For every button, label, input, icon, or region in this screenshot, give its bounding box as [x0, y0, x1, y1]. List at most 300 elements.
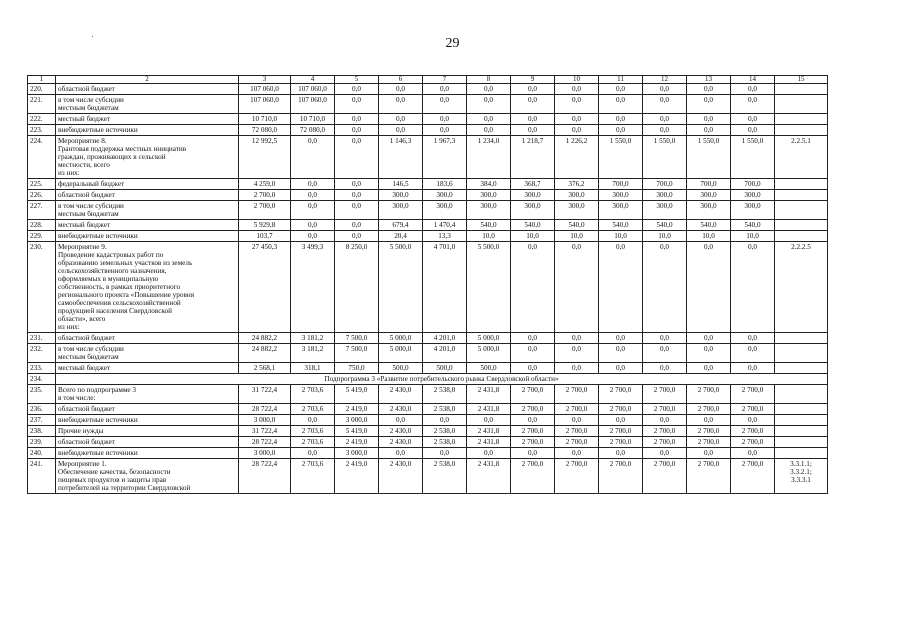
row-name: федеральный бюджет [56, 179, 239, 190]
value-cell: 2 430,0 [379, 404, 423, 415]
value-cell: 0,0 [687, 95, 731, 114]
value-cell: 5 000,0 [467, 333, 511, 344]
value-cell: 2 430,0 [379, 385, 423, 404]
scan-speck [92, 36, 93, 37]
value-cell: 0,0 [555, 242, 599, 333]
value-cell: 300,0 [687, 190, 731, 201]
value-cell: 3 000,0 [335, 448, 379, 459]
value-cell: 0,0 [687, 415, 731, 426]
column-header: 4 [291, 76, 335, 84]
value-cell: 300,0 [643, 201, 687, 220]
table-row [28, 136, 828, 179]
table-row [28, 374, 828, 385]
value-cell: 2 700,0 [731, 385, 775, 404]
value-cell: 2 700,0 [511, 404, 555, 415]
column-header: 11 [599, 76, 643, 84]
value-cell: 679,4 [379, 220, 423, 231]
value-cell: 0,0 [555, 125, 599, 136]
value-cell: 0,0 [291, 415, 335, 426]
column-header: 1 [28, 76, 56, 84]
value-cell: 0,0 [423, 448, 467, 459]
value-cell: 0,0 [643, 333, 687, 344]
row-name: областной бюджет [56, 437, 239, 448]
value-cell: 376,2 [555, 179, 599, 190]
value-cell: 500,0 [379, 363, 423, 374]
row-name: Мероприятие 1. Обеспечение качества, безопасности пищевых продуктов и защиты прав потребителей на территории Свердловской [56, 459, 239, 494]
target-reference [775, 114, 828, 125]
table-row [28, 426, 828, 437]
value-cell: 318,1 [291, 363, 335, 374]
value-cell: 0,0 [467, 415, 511, 426]
target-reference [775, 426, 828, 437]
value-cell: 103,7 [239, 231, 291, 242]
value-cell: 0,0 [731, 84, 775, 95]
value-cell: 0,0 [379, 415, 423, 426]
row-number: 226. [28, 190, 56, 201]
value-cell: 1 550,0 [599, 136, 643, 179]
value-cell: 4 201,0 [423, 344, 467, 363]
value-cell: 0,0 [555, 114, 599, 125]
row-number: 241. [28, 459, 56, 494]
value-cell: 0,0 [731, 114, 775, 125]
value-cell: 2 700,0 [643, 404, 687, 415]
row-number: 230. [28, 242, 56, 333]
column-header: 14 [731, 76, 775, 84]
value-cell: 2 703,6 [291, 459, 335, 494]
value-cell: 2 700,0 [599, 426, 643, 437]
value-cell: 2 700,0 [643, 426, 687, 437]
value-cell: 0,0 [291, 136, 335, 179]
value-cell: 2 700,0 [599, 385, 643, 404]
row-number: 222. [28, 114, 56, 125]
value-cell: 0,0 [731, 363, 775, 374]
value-cell: 300,0 [731, 190, 775, 201]
value-cell: 2 568,1 [239, 363, 291, 374]
value-cell: 540,0 [511, 220, 555, 231]
value-cell: 300,0 [599, 190, 643, 201]
value-cell: 2 700,0 [687, 404, 731, 415]
target-reference [775, 404, 828, 415]
column-header: 9 [511, 76, 555, 84]
value-cell: 700,0 [731, 179, 775, 190]
value-cell: 0,0 [687, 344, 731, 363]
value-cell: 1 550,0 [687, 136, 731, 179]
header-row [28, 76, 828, 84]
table-row [28, 437, 828, 448]
row-name: областной бюджет [56, 404, 239, 415]
value-cell: 0,0 [643, 114, 687, 125]
value-cell: 2 700,0 [511, 426, 555, 437]
value-cell: 0,0 [335, 190, 379, 201]
column-header: 12 [643, 76, 687, 84]
value-cell: 300,0 [379, 190, 423, 201]
value-cell: 0,0 [291, 231, 335, 242]
value-cell: 107 060,0 [291, 95, 335, 114]
value-cell: 1 226,2 [555, 136, 599, 179]
value-cell: 13,3 [423, 231, 467, 242]
value-cell: 10,0 [687, 231, 731, 242]
value-cell: 0,0 [731, 448, 775, 459]
table-row [28, 415, 828, 426]
value-cell: 2 700,0 [555, 459, 599, 494]
value-cell: 31 722,4 [239, 385, 291, 404]
table-row [28, 95, 828, 114]
value-cell: 384,0 [467, 179, 511, 190]
target-reference [775, 437, 828, 448]
value-cell: 2 700,0 [511, 437, 555, 448]
value-cell: 0,0 [599, 242, 643, 333]
row-name: областной бюджет [56, 333, 239, 344]
value-cell: 300,0 [467, 201, 511, 220]
value-cell: 28 722,4 [239, 459, 291, 494]
value-cell: 2 700,0 [599, 459, 643, 494]
value-cell: 540,0 [731, 220, 775, 231]
value-cell: 0,0 [511, 415, 555, 426]
row-name: областной бюджет [56, 190, 239, 201]
value-cell: 4 259,0 [239, 179, 291, 190]
value-cell: 2 700,0 [643, 385, 687, 404]
target-reference [775, 84, 828, 95]
column-header: 8 [467, 76, 511, 84]
value-cell: 540,0 [599, 220, 643, 231]
value-cell: 0,0 [467, 125, 511, 136]
value-cell: 2 431,8 [467, 437, 511, 448]
value-cell: 0,0 [291, 201, 335, 220]
value-cell: 0,0 [555, 415, 599, 426]
value-cell: 2 430,0 [379, 437, 423, 448]
value-cell: 0,0 [423, 95, 467, 114]
value-cell: 5 500,0 [379, 242, 423, 333]
table-row [28, 179, 828, 190]
table-row [28, 84, 828, 95]
target-reference [775, 385, 828, 404]
value-cell: 2 700,0 [555, 437, 599, 448]
value-cell: 2 700,0 [599, 404, 643, 415]
value-cell: 0,0 [291, 220, 335, 231]
value-cell: 72 080,0 [291, 125, 335, 136]
value-cell: 500,0 [423, 363, 467, 374]
value-cell: 7 500,0 [335, 344, 379, 363]
value-cell: 0,0 [335, 220, 379, 231]
value-cell: 0,0 [379, 448, 423, 459]
value-cell: 5 000,0 [379, 344, 423, 363]
value-cell: 0,0 [643, 448, 687, 459]
target-reference: 2.2.5.1 [775, 136, 828, 179]
value-cell: 300,0 [423, 190, 467, 201]
value-cell: 0,0 [599, 344, 643, 363]
value-cell: 0,0 [643, 95, 687, 114]
value-cell: 0,0 [511, 84, 555, 95]
value-cell: 107 060,0 [239, 84, 291, 95]
value-cell: 146,5 [379, 179, 423, 190]
value-cell: 10,0 [643, 231, 687, 242]
value-cell: 0,0 [335, 201, 379, 220]
value-cell: 0,0 [291, 179, 335, 190]
table-row [28, 448, 828, 459]
value-cell: 0,0 [555, 363, 599, 374]
value-cell: 2 700,0 [731, 426, 775, 437]
subprogram-title: Подпрограмма 3 «Развитие потребительского рынка Свердловской области» [56, 374, 828, 385]
value-cell: 300,0 [555, 190, 599, 201]
value-cell: 0,0 [731, 95, 775, 114]
value-cell: 2 700,0 [511, 459, 555, 494]
target-reference [775, 220, 828, 231]
value-cell: 300,0 [643, 190, 687, 201]
value-cell: 0,0 [555, 84, 599, 95]
value-cell: 0,0 [599, 84, 643, 95]
row-number: 234. [28, 374, 56, 385]
value-cell: 5 419,0 [335, 385, 379, 404]
row-number: 229. [28, 231, 56, 242]
value-cell: 27 450,3 [239, 242, 291, 333]
row-name: областной бюджет [56, 84, 239, 95]
column-header: 2 [56, 76, 239, 84]
value-cell: 2 700,0 [731, 404, 775, 415]
value-cell: 1 967,3 [423, 136, 467, 179]
value-cell: 1 470,4 [423, 220, 467, 231]
value-cell: 2 700,0 [599, 437, 643, 448]
column-header: 5 [335, 76, 379, 84]
value-cell: 0,0 [291, 190, 335, 201]
value-cell: 10,0 [555, 231, 599, 242]
value-cell: 0,0 [687, 363, 731, 374]
table-row [28, 344, 828, 363]
value-cell: 10 710,0 [239, 114, 291, 125]
row-number: 232. [28, 344, 56, 363]
table-row [28, 201, 828, 220]
value-cell: 540,0 [643, 220, 687, 231]
value-cell: 7 500,0 [335, 333, 379, 344]
row-name: внебюджетные источники [56, 448, 239, 459]
value-cell: 368,7 [511, 179, 555, 190]
value-cell: 3 181,2 [291, 333, 335, 344]
column-header: 3 [239, 76, 291, 84]
value-cell: 0,0 [423, 114, 467, 125]
table-row [28, 220, 828, 231]
value-cell: 10,0 [511, 231, 555, 242]
value-cell: 0,0 [511, 114, 555, 125]
value-cell: 0,0 [511, 95, 555, 114]
value-cell: 0,0 [731, 344, 775, 363]
value-cell: 0,0 [731, 125, 775, 136]
value-cell: 0,0 [423, 125, 467, 136]
budget-table [27, 75, 828, 494]
row-number: 227. [28, 201, 56, 220]
value-cell: 0,0 [467, 114, 511, 125]
value-cell: 0,0 [555, 448, 599, 459]
row-name: местный бюджет [56, 363, 239, 374]
value-cell: 0,0 [731, 415, 775, 426]
table-row [28, 333, 828, 344]
value-cell: 1 146,3 [379, 136, 423, 179]
value-cell: 5 000,0 [467, 344, 511, 363]
value-cell: 0,0 [643, 125, 687, 136]
value-cell: 700,0 [599, 179, 643, 190]
value-cell: 5 500,0 [467, 242, 511, 333]
row-name: внебюджетные источники [56, 231, 239, 242]
value-cell: 700,0 [643, 179, 687, 190]
value-cell: 3 000,0 [335, 415, 379, 426]
value-cell: 300,0 [379, 201, 423, 220]
value-cell: 2 700,0 [643, 459, 687, 494]
value-cell: 2 703,6 [291, 426, 335, 437]
value-cell: 300,0 [555, 201, 599, 220]
value-cell: 2 700,0 [555, 426, 599, 437]
target-reference [775, 95, 828, 114]
value-cell: 28 722,4 [239, 404, 291, 415]
target-reference [775, 190, 828, 201]
value-cell: 2 431,8 [467, 459, 511, 494]
row-name: в том числе субсидии местным бюджетам [56, 201, 239, 220]
value-cell: 0,0 [643, 84, 687, 95]
value-cell: 0,0 [599, 448, 643, 459]
value-cell: 3 000,0 [239, 448, 291, 459]
value-cell: 4 701,0 [423, 242, 467, 333]
value-cell: 0,0 [599, 333, 643, 344]
value-cell: 0,0 [335, 136, 379, 179]
value-cell: 2 700,0 [687, 426, 731, 437]
value-cell: 540,0 [555, 220, 599, 231]
value-cell: 107 060,0 [291, 84, 335, 95]
value-cell: 5 419,0 [335, 426, 379, 437]
value-cell: 10,0 [467, 231, 511, 242]
value-cell: 2 700,0 [555, 385, 599, 404]
value-cell: 2 700,0 [239, 201, 291, 220]
value-cell: 0,0 [467, 95, 511, 114]
value-cell: 300,0 [511, 201, 555, 220]
value-cell: 0,0 [687, 84, 731, 95]
value-cell: 300,0 [467, 190, 511, 201]
value-cell: 72 080,0 [239, 125, 291, 136]
value-cell: 300,0 [423, 201, 467, 220]
table-row [28, 385, 828, 404]
row-name: местный бюджет [56, 220, 239, 231]
row-number: 240. [28, 448, 56, 459]
value-cell: 2 538,0 [423, 459, 467, 494]
table-row [28, 190, 828, 201]
row-name: в том числе субсидии местным бюджетам [56, 95, 239, 114]
value-cell: 0,0 [555, 95, 599, 114]
value-cell: 0,0 [467, 84, 511, 95]
value-cell: 0,0 [511, 363, 555, 374]
value-cell: 0,0 [643, 242, 687, 333]
value-cell: 0,0 [379, 95, 423, 114]
value-cell: 2 431,8 [467, 426, 511, 437]
row-name: в том числе субсидии местным бюджетам [56, 344, 239, 363]
value-cell: 2 419,0 [335, 459, 379, 494]
value-cell: 2 700,0 [555, 404, 599, 415]
value-cell: 0,0 [291, 448, 335, 459]
column-header: 15 [775, 76, 828, 84]
value-cell: 0,0 [643, 415, 687, 426]
table-row [28, 404, 828, 415]
value-cell: 0,0 [335, 95, 379, 114]
column-header: 7 [423, 76, 467, 84]
table-row [28, 114, 828, 125]
value-cell: 8 250,0 [335, 242, 379, 333]
column-header: 13 [687, 76, 731, 84]
value-cell: 0,0 [511, 125, 555, 136]
column-header: 6 [379, 76, 423, 84]
value-cell: 0,0 [731, 333, 775, 344]
value-cell: 2 430,0 [379, 426, 423, 437]
table-row [28, 363, 828, 374]
value-cell: 0,0 [643, 344, 687, 363]
value-cell: 300,0 [599, 201, 643, 220]
value-cell: 0,0 [511, 333, 555, 344]
value-cell: 0,0 [599, 95, 643, 114]
value-cell: 10,0 [731, 231, 775, 242]
value-cell: 3 181,2 [291, 344, 335, 363]
target-reference: 2.2.2.5 [775, 242, 828, 333]
value-cell: 0,0 [599, 415, 643, 426]
value-cell: 2 703,6 [291, 385, 335, 404]
table-row [28, 231, 828, 242]
table-row [28, 459, 828, 494]
row-name: Всего по подпрограмме 3 в том числе: [56, 385, 239, 404]
row-name: внебюджетные источники [56, 415, 239, 426]
target-reference [775, 415, 828, 426]
value-cell: 0,0 [687, 448, 731, 459]
target-reference [775, 179, 828, 190]
value-cell: 2 538,0 [423, 404, 467, 415]
value-cell: 0,0 [687, 242, 731, 333]
row-number: 237. [28, 415, 56, 426]
value-cell: 2 538,0 [423, 385, 467, 404]
value-cell: 0,0 [335, 231, 379, 242]
value-cell: 750,0 [335, 363, 379, 374]
page-number: 29 [445, 36, 460, 51]
value-cell: 0,0 [423, 84, 467, 95]
value-cell: 2 431,8 [467, 385, 511, 404]
value-cell: 0,0 [599, 114, 643, 125]
value-cell: 28 722,4 [239, 437, 291, 448]
value-cell: 0,0 [511, 448, 555, 459]
value-cell: 10,0 [599, 231, 643, 242]
value-cell: 2 700,0 [511, 385, 555, 404]
value-cell: 2 430,0 [379, 459, 423, 494]
value-cell: 2 538,0 [423, 426, 467, 437]
row-name: местный бюджет [56, 114, 239, 125]
value-cell: 24 882,2 [239, 344, 291, 363]
row-name: Мероприятие 9. Проведение кадастровых работ по образованию земельных участков из земель сельскохозяйственного назначения, оформляемых в муниципальную собственность, в рамках приоритетного регионального проекта «Повышение уровня самообеспечения сельскохозяйственной продукцией населения Свердловской области», всего из них: [56, 242, 239, 333]
value-cell: 0,0 [599, 363, 643, 374]
table-row [28, 242, 828, 333]
row-number: 235. [28, 385, 56, 404]
value-cell: 3 000,0 [239, 415, 291, 426]
value-cell: 2 700,0 [731, 437, 775, 448]
value-cell: 2 700,0 [731, 459, 775, 494]
value-cell: 0,0 [599, 125, 643, 136]
value-cell: 183,6 [423, 179, 467, 190]
value-cell: 2 431,8 [467, 404, 511, 415]
value-cell: 107 060,0 [239, 95, 291, 114]
target-reference [775, 125, 828, 136]
row-number: 231. [28, 333, 56, 344]
value-cell: 2 419,0 [335, 404, 379, 415]
value-cell: 4 201,0 [423, 333, 467, 344]
value-cell: 0,0 [335, 114, 379, 125]
value-cell: 0,0 [643, 363, 687, 374]
value-cell: 300,0 [687, 201, 731, 220]
value-cell: 300,0 [731, 201, 775, 220]
value-cell: 0,0 [511, 242, 555, 333]
value-cell: 1 550,0 [643, 136, 687, 179]
value-cell: 300,0 [511, 190, 555, 201]
value-cell: 2 700,0 [687, 459, 731, 494]
value-cell: 2 700,0 [687, 437, 731, 448]
value-cell: 1 550,0 [731, 136, 775, 179]
